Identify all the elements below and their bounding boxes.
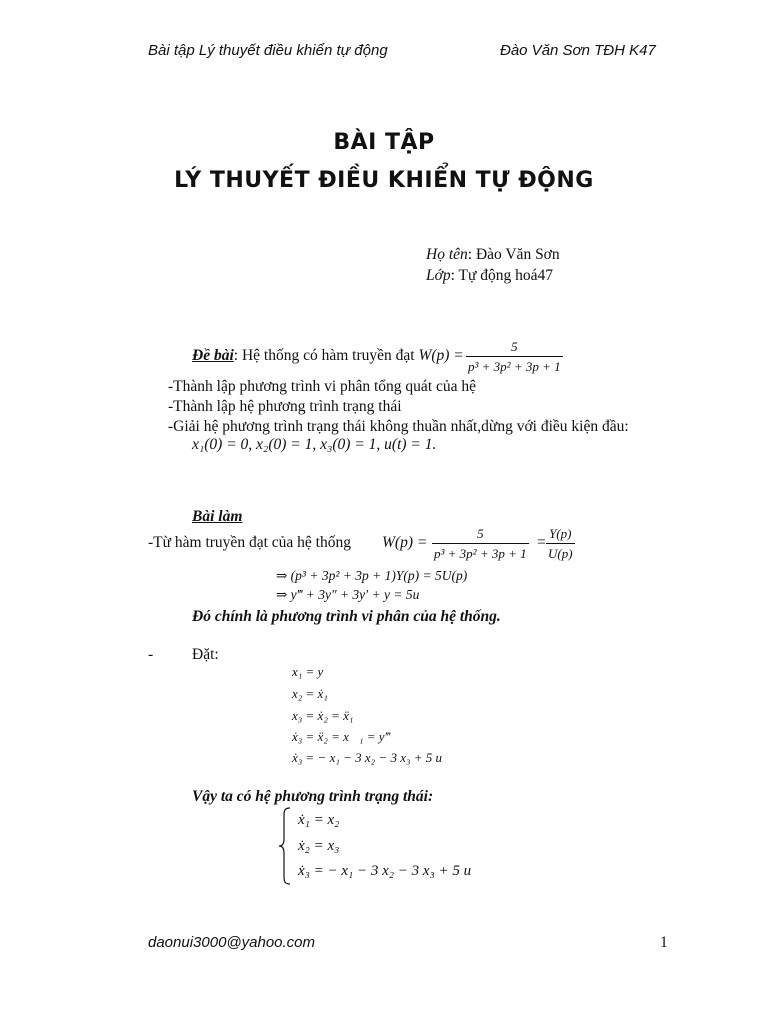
system-brace-icon (278, 807, 292, 885)
solution-transfer-fraction (432, 526, 529, 562)
problem-intro-text: : Hệ thống có hàm truyền đạt (233, 347, 419, 364)
definition-3: x₃ = ẋ₂ = ẍ₁ (292, 708, 354, 723)
definition-5: ẋ₃ = − x₁ − 3 x₂ − 3 x₃ + 5 u (292, 750, 443, 765)
equation-differential: ⇒ y‴ + 3y″ + 3y′ + y = 5u (276, 587, 420, 602)
bullet-dash: - (148, 646, 154, 663)
definition-4: ẋ₃ = ẍ₂ = x⃛₁ = y‴ (292, 729, 391, 744)
problem-tf-lhs: W(p) = (418, 347, 464, 364)
fraction-bar (466, 356, 563, 357)
solution-tf-equals: = (536, 534, 547, 551)
definition-2: x₂ = ẋ₁ (292, 686, 328, 701)
title-line-1: BÀI TẬP (333, 130, 435, 155)
title-line-2: LÝ THUYẾT ĐIỀU KHIỂN TỰ ĐỘNG (174, 168, 594, 193)
author-name (426, 246, 560, 264)
fraction-bar (432, 543, 529, 544)
author-name-label: Họ tên (426, 246, 468, 263)
problem-transfer-fraction (466, 339, 563, 375)
footer-email: daonui3000@yahoo.com (148, 934, 316, 951)
problem-intro (192, 347, 464, 365)
definition-1: x₁ = y (292, 664, 324, 679)
fraction-bar (546, 543, 575, 544)
problem-tf-numerator: 5 (511, 339, 518, 354)
author-name-value: : Đào Văn Sơn (467, 246, 560, 263)
author-class (426, 267, 553, 285)
solution-tf-denominator: p³ + 3p² + 3p + 1 (434, 546, 527, 561)
solution-input: U(p) (548, 546, 573, 561)
task-2: -Thành lập hệ phương trình trạng thái (168, 398, 402, 415)
task-3: -Giải hệ phương trình trạng thái không thuần nhất,dừng với điều kiện đầu: (168, 418, 629, 435)
solution-heading: Bài làm (192, 508, 243, 525)
set-label: Đặt: (192, 646, 219, 663)
solution-output-input-fraction (546, 526, 575, 562)
page-number: 1 (660, 934, 668, 951)
solution-output: Y(p) (549, 526, 572, 541)
equation-polynomial: ⇒ (p³ + 3p² + 3p + 1)Y(p) = 5U(p) (276, 568, 468, 583)
solution-tf-numerator: 5 (477, 526, 484, 541)
problem-tf-denominator: p³ + 3p² + 3p + 1 (468, 359, 561, 374)
state-equation-2: ẋ₂ = x₃ (298, 838, 340, 854)
solution-tf-lhs: W(p) = (382, 534, 428, 551)
state-equation-1: ẋ₁ = x₂ (298, 812, 340, 828)
task-1: -Thành lập phương trình vi phân tổng quát của hệ (168, 378, 477, 395)
running-header-right: Đào Văn Sơn TĐH K47 (500, 42, 656, 59)
initial-conditions: x₁(0) = 0, x₂(0) = 1, x₃(0) = 1, u(t) = 1. (192, 436, 437, 453)
solution-conclusion: Đó chính là phương trình vi phân của hệ thống. (192, 608, 501, 625)
author-class-label: Lớp (426, 267, 451, 284)
state-equation-3: ẋ₃ = − x₁ − 3 x₂ − 3 x₃ + 5 u (298, 863, 472, 879)
problem-label: Đề bài (192, 347, 234, 364)
author-class-value: : Tự động hoá47 (450, 267, 554, 284)
state-system-heading: Vậy ta có hệ phương trình trạng thái: (192, 788, 434, 805)
running-header-left: Bài tập Lý thuyết điều khiển tự động (148, 42, 388, 59)
solution-step1-text: -Từ hàm truyền đạt của hệ thống (148, 534, 351, 551)
